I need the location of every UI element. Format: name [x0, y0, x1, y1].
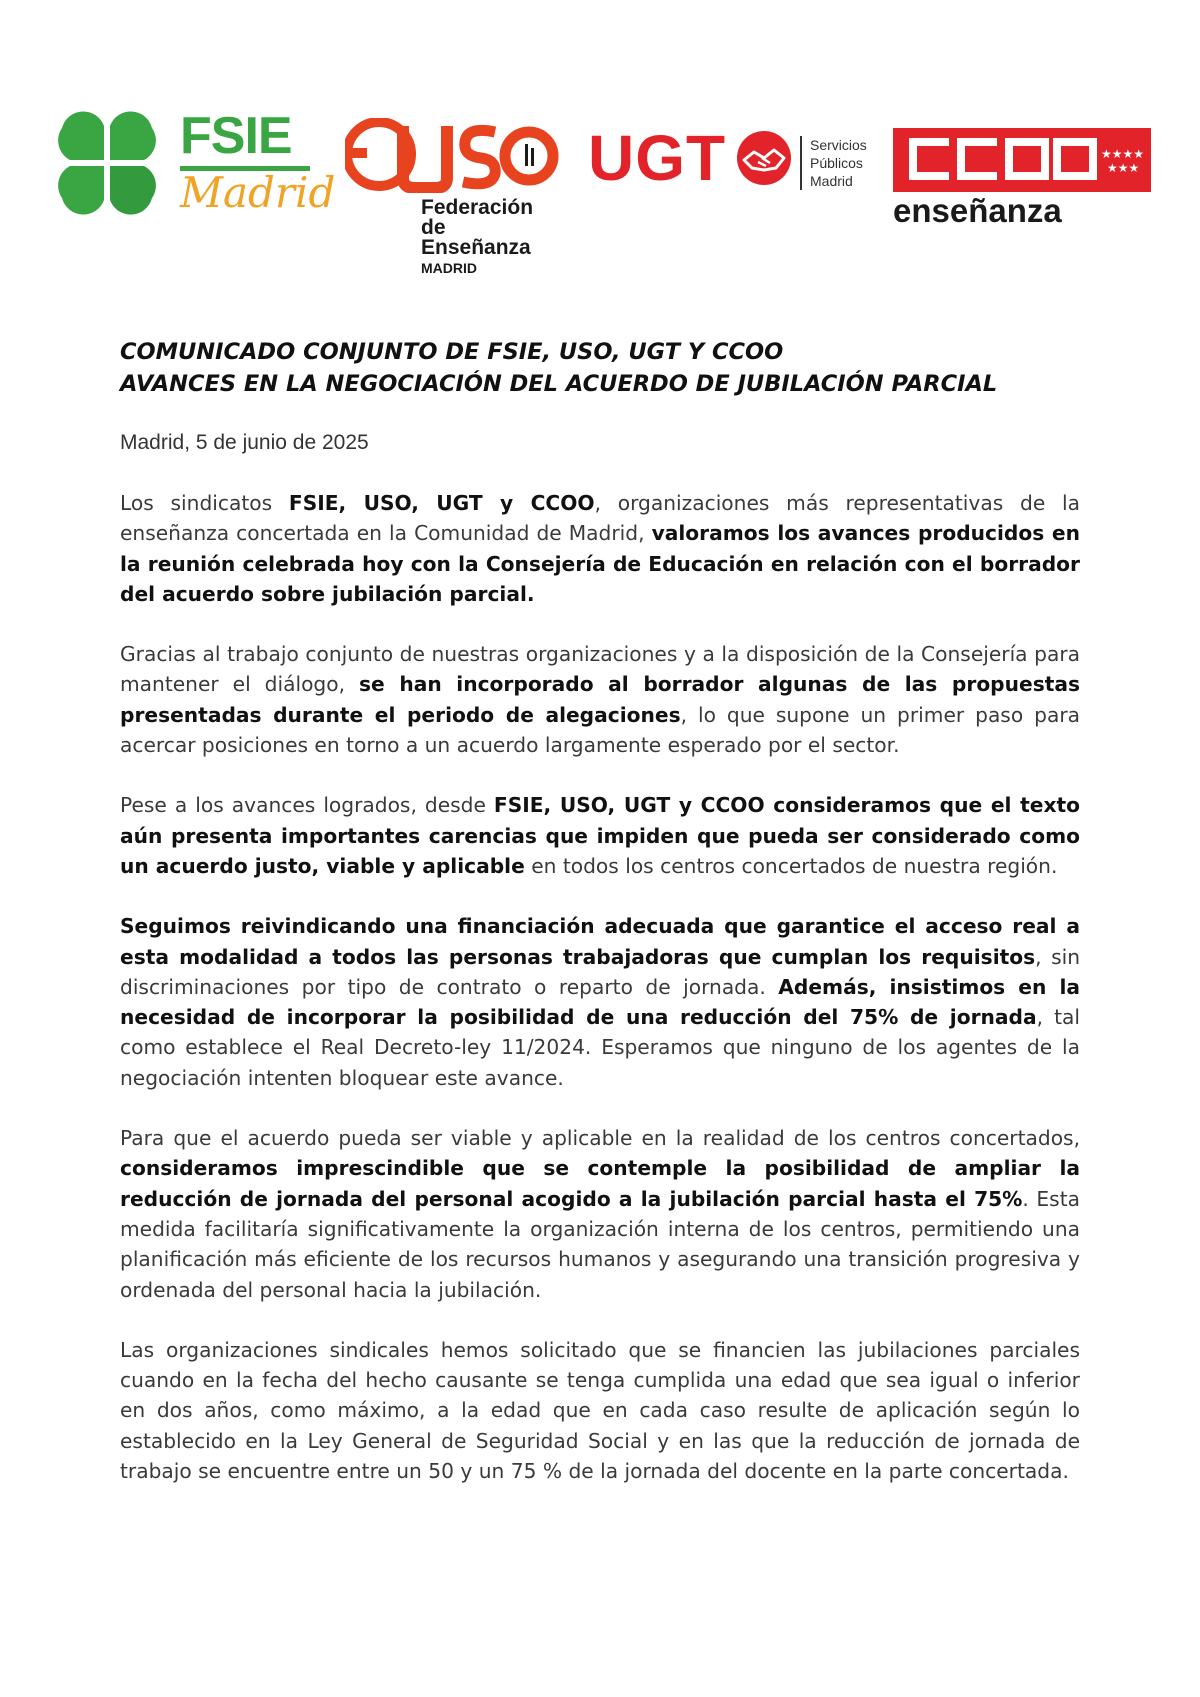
- feuso-wordmark-icon: [345, 118, 560, 193]
- svg-text:★★★: ★★★: [1107, 161, 1140, 175]
- ccoo-wordmark-icon: [893, 128, 1151, 192]
- svg-text:★★★★: ★★★★: [1101, 147, 1145, 161]
- text-run: en todos los centros concertados de nuestra región.: [524, 853, 1058, 878]
- title-line-2: AVANCES EN LA NEGOCIACIÓN DEL ACUERDO DE JUBILACIÓN PARCIAL: [120, 371, 998, 397]
- feuso-logo: [345, 118, 560, 276]
- ugt-line1: Servicios: [810, 137, 867, 153]
- clover-icon: [52, 108, 162, 218]
- fsie-madrid-logo: [52, 107, 336, 238]
- document-date: Madrid, 5 de junio de 2025: [120, 431, 369, 454]
- fsie-wordmark: FSIE: [180, 107, 292, 165]
- paragraph-5: [120, 1123, 1080, 1305]
- paragraph-6: Las organizaciones sindicales hemos solicitado que se financien las jubilaciones parciales cuando en la fecha del hecho causante se tenga cumplida una edad que sea igual o inferior en dos años, como máximo, a la edad que en cada caso resulte de aplicación según lo establecido en la Ley General de Seguridad Social y en las que la reducción de jornada de trabajo se encuentre entre un 50 y un 75 % de la jornada del docente en la parte concertada.: [120, 1337, 1080, 1484]
- fsie-madrid-script: Madrid: [180, 168, 336, 217]
- paragraph-2: [120, 639, 1080, 760]
- ugt-caption: [800, 136, 867, 190]
- ugt-wordmark: UGT: [588, 122, 727, 194]
- text-run: Para que el acuerdo pueda ser viable y aplicable en la realidad de los centros concertados,: [120, 1126, 1080, 1151]
- text-run: , organizaciones más representativas de la enseñanza concertada en la Comunidad de Madrid,: [120, 491, 1080, 546]
- bold-run: valoramos los avances producidos en la reunión celebrada hoy con la Consejería de Educación en relación con el borrador del acuerdo sobre jubilación parcial.: [120, 521, 1081, 606]
- handshake-icon: [736, 130, 792, 186]
- bold-run: Además, insistimos en la necesidad de incorporar la posibilidad de una reducción del 75% de jornada: [120, 974, 1080, 1030]
- bold-run: se han incorporado al borrador algunas de las propuestas presentadas durante el periodo de alegaciones: [120, 672, 1081, 727]
- ccoo-ensenanza: enseñanza: [893, 192, 1062, 229]
- feuso-caption: [421, 198, 560, 278]
- text-run: Pese a los avances logrados, desde: [120, 793, 494, 818]
- logo-header: [0, 0, 1200, 280]
- document-title: [120, 336, 1080, 400]
- bold-run: FSIE, USO, UGT y CCOO: [288, 491, 595, 515]
- text-run: , sin discriminaciones por tipo de contrato o reparto de jornada.: [120, 944, 1080, 999]
- bold-run: FSIE, USO, UGT y CCOO consideramos que el texto aún presenta importantes carencias que impiden que pueda ser considerado como un acuerdo justo, viable y aplicable: [120, 793, 1080, 878]
- text-run: , tal como establece el Real Decreto-ley 11/2024. Esperamos que ninguno de los agentes de la negociación intenten bloquear este avance.: [120, 1005, 1080, 1090]
- paragraph-1: [120, 488, 1080, 609]
- text-run: . Esta medida facilitaría significativamente la organización interna de los centros, permitiendo una planificación más eficiente de los recursos humanos y asegurando una transición progresiva y ordenada del personal hacia la jubilación.: [120, 1186, 1080, 1302]
- ugt-logo: [588, 122, 888, 206]
- document-body: [120, 336, 1080, 1486]
- text-run: Gracias al trabajo conjunto de nuestras organizaciones y a la disposición de la Consejería para mantener el diálogo,: [120, 642, 1080, 697]
- text-run: Los sindicatos: [120, 491, 289, 515]
- bold-run: consideramos imprescindible que se contemple la posibilidad de ampliar la reducción de jornada del personal acogido a la jubilación parcial hasta el 75%: [120, 1156, 1080, 1211]
- feuso-line3: MADRID: [421, 260, 477, 276]
- ccoo-logo: [893, 128, 1153, 228]
- feuso-line1: Federación: [421, 196, 534, 219]
- ugt-line2: Públicos: [810, 155, 863, 171]
- ugt-line3: Madrid: [810, 173, 853, 189]
- title-line-1: COMUNICADO CONJUNTO DE FSIE, USO, UGT Y CCOO: [120, 339, 784, 365]
- bold-run: Seguimos reivindicando una financiación adecuada que garantice el acceso real a esta modalidad a todos las personas trabajadoras que cumplan los requisitos: [120, 914, 1080, 969]
- paragraph-3: [120, 790, 1080, 881]
- ccoo-red-box: [893, 128, 1151, 192]
- text-run: , lo que supone un primer paso para acercar posiciones en torno a un acuerdo largamente esperado por el sector.: [120, 702, 1080, 758]
- paragraph-4: [120, 911, 1080, 1093]
- feuso-line2: de Enseñanza: [421, 216, 531, 259]
